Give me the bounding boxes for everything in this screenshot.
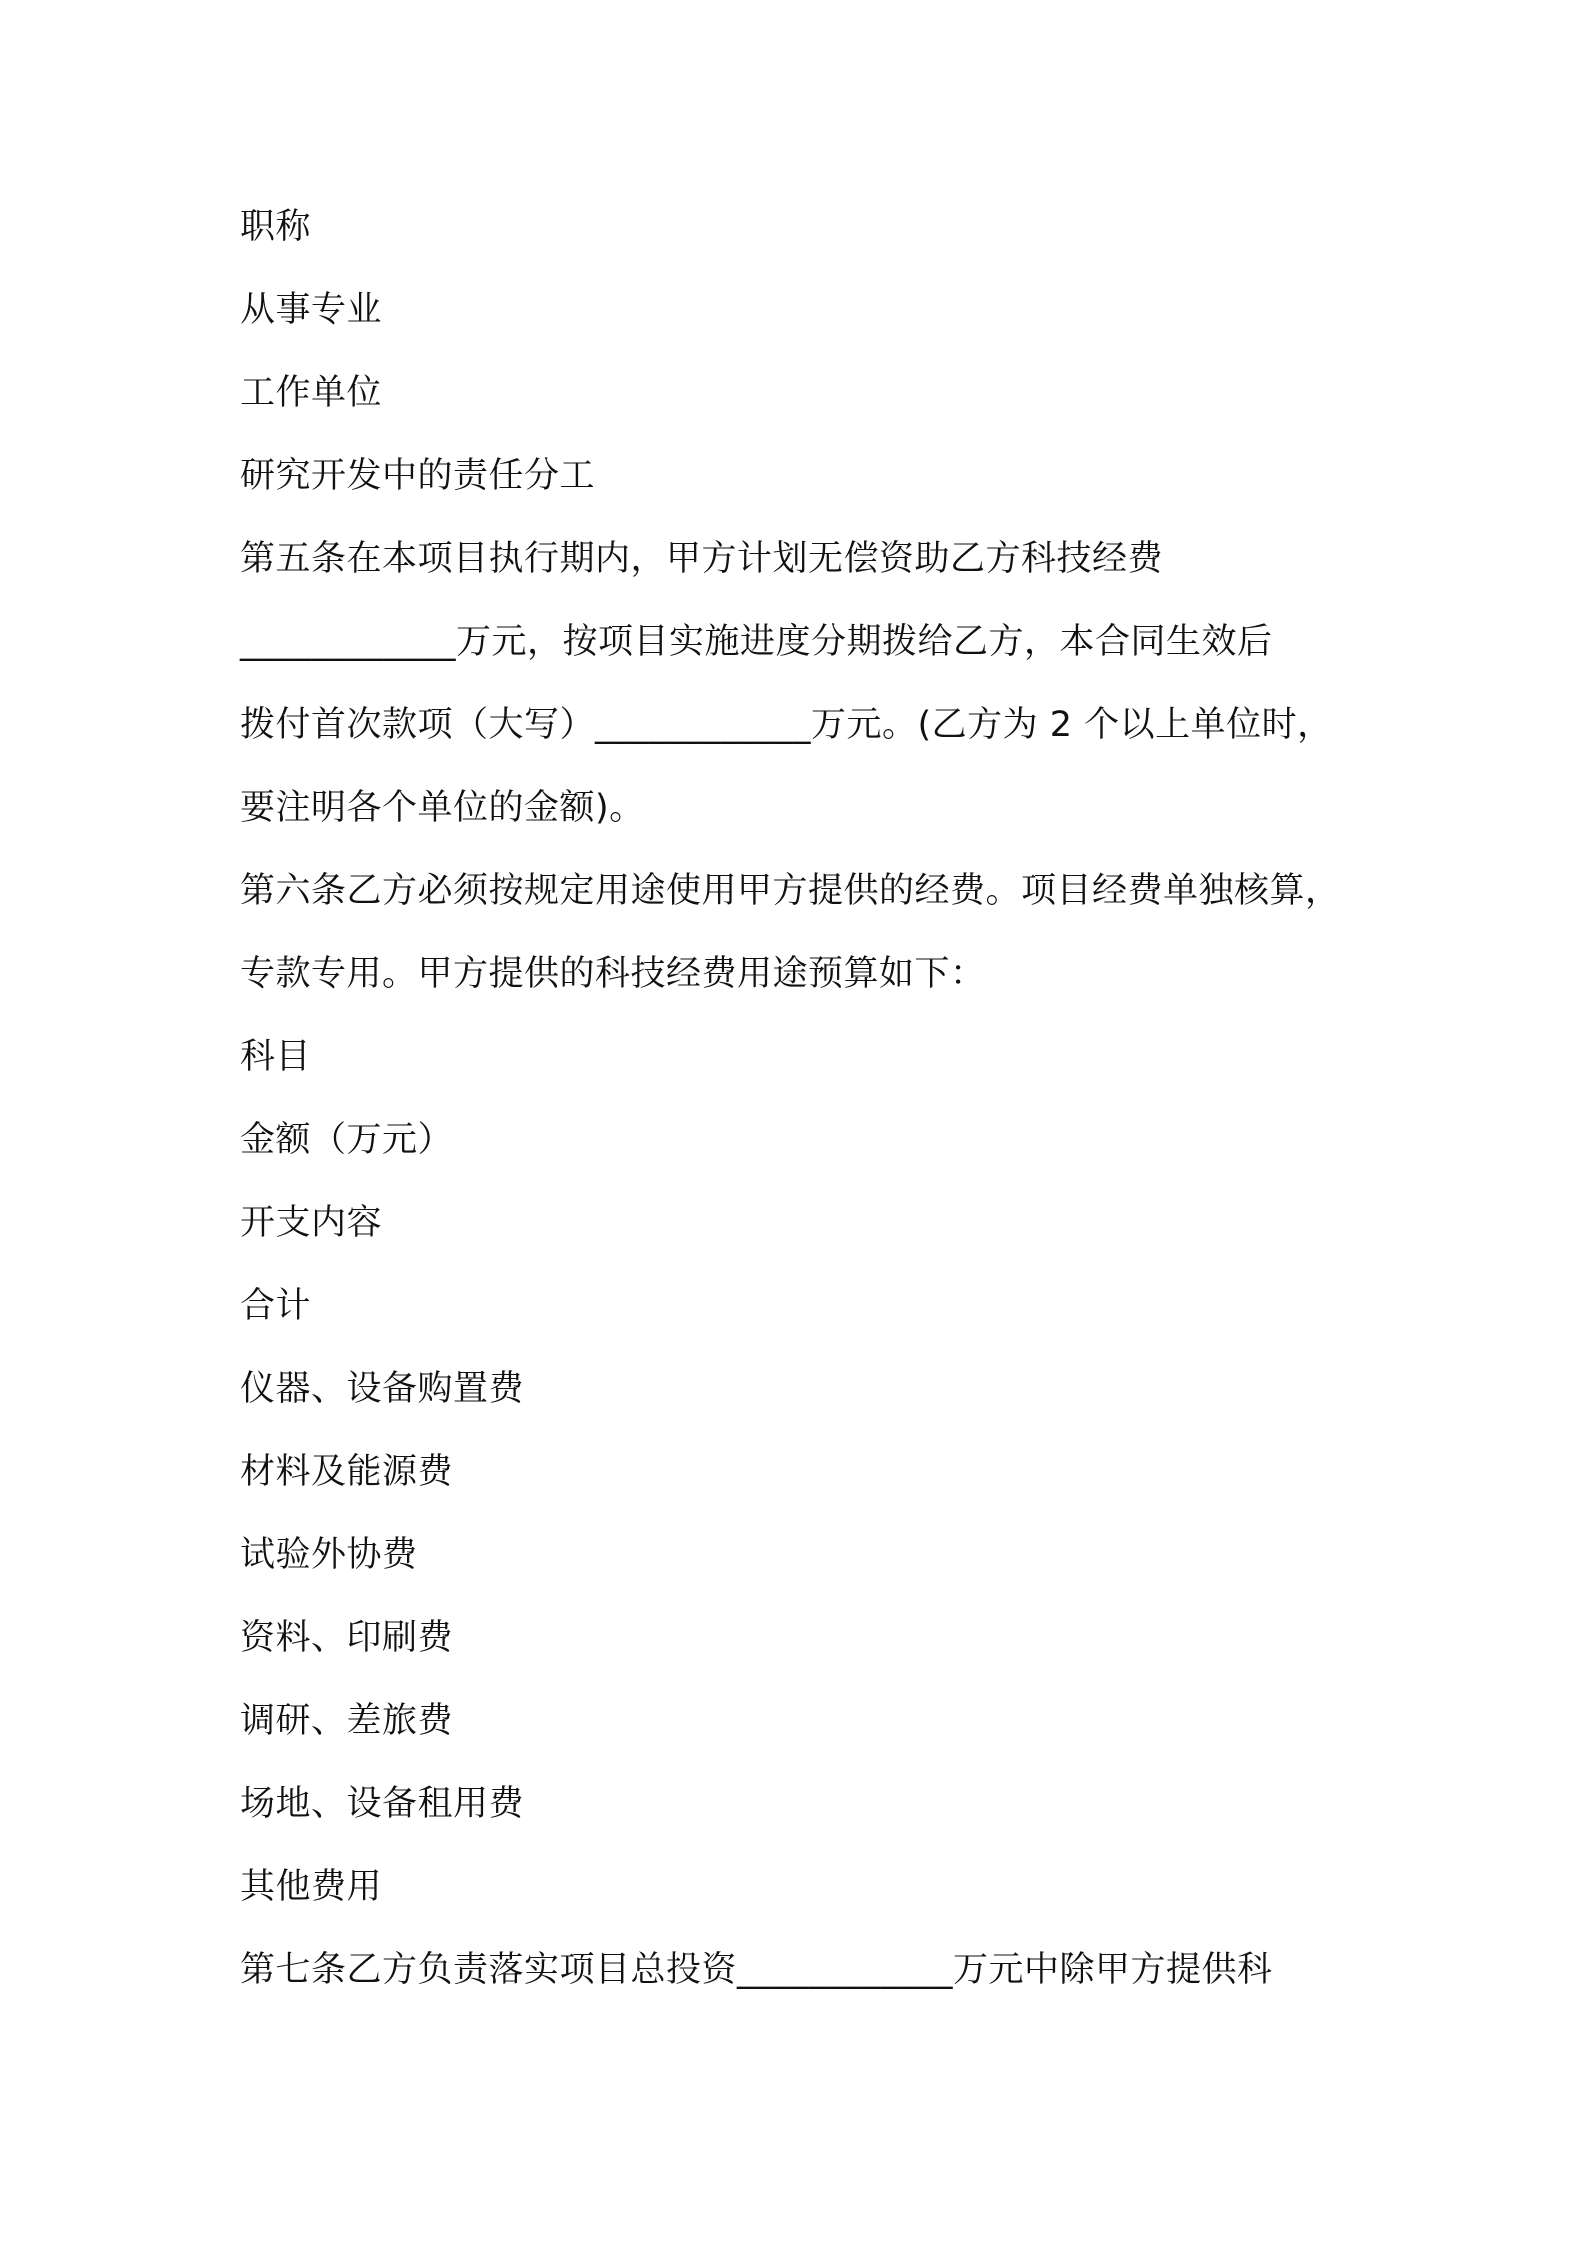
budget-item-travel: 调研、差旅费 <box>240 1701 454 1741</box>
field-label-specialty: 从事专业 <box>240 290 383 330</box>
article-7-line-1: 第七条乙方负责落实项目总投资____________万元中除甲方提供科 <box>240 1950 1273 1990</box>
budget-header-content: 开支内容 <box>240 1203 383 1243</box>
article-5-line-1: 第五条在本项目执行期内，甲方计划无偿资助乙方科技经费 <box>240 539 1164 579</box>
budget-header-subject: 科目 <box>240 1037 312 1077</box>
budget-item-other: 其他费用 <box>240 1867 383 1907</box>
budget-item-printing: 资料、印刷费 <box>240 1618 454 1658</box>
budget-item-rental: 场地、设备租用费 <box>240 1784 525 1824</box>
article-6-line-1: 第六条乙方必须按规定用途使用甲方提供的经费。项目经费单独核算， <box>240 871 1341 911</box>
budget-item-total: 合计 <box>240 1286 312 1326</box>
budget-item-outsourcing: 试验外协费 <box>240 1535 418 1575</box>
article-5-line-3: 拨付首次款项（大写）____________万元。(乙方为 2 个以上单位时， <box>240 705 1333 745</box>
budget-item-equipment: 仪器、设备购置费 <box>240 1369 525 1409</box>
article-5-line-4: 要注明各个单位的金额)。 <box>240 788 645 828</box>
field-label-employer: 工作单位 <box>240 373 383 413</box>
field-label-title: 职称 <box>240 207 312 247</box>
article-5-line-2: ____________万元，按项目实施进度分期拨给乙方，本合同生效后 <box>240 622 1273 662</box>
budget-header-amount: 金额（万元） <box>240 1120 454 1160</box>
field-label-responsibility: 研究开发中的责任分工 <box>240 456 596 496</box>
article-6-line-2: 专款专用。甲方提供的科技经费用途预算如下： <box>240 954 986 994</box>
budget-item-materials: 材料及能源费 <box>240 1452 454 1492</box>
